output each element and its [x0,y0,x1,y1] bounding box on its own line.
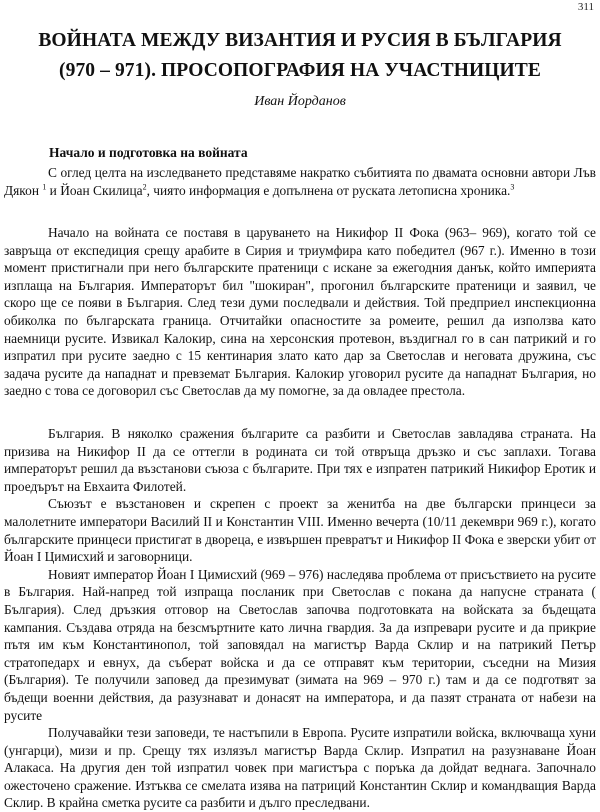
footnote-ref-2[interactable]: 2 [142,182,147,192]
intro-block [4,164,596,199]
paragraph-new-emperor: Новият император Йоан I Цимисхий (969 – 976) наследява проблема от присъствието на русите в България. Най-напред той изпраща посланик при Светослав с покана да напусне страната ( България). След дръзкия отговор на Светослав започва подготовката на войската за бъдещата кампания. Създава отряда на безсмъртните като лична гвардия. За да изпревари русите и да прикрие пътя им към Константинопол, той заповядал на магистър Варда Склир и на патрикий Петър стратопедарх и евнух, да съберат войска и да се отправят към територии, съседни на Мизия (България). Те получили заповед да презимуват (зимата на 969 – 970 г.) там и да се подготвят за бъдещи военни действия, да разузнават и донасят на императора, и да пазят страната от набези на русите [4,566,596,723]
paragraph-war-start: Начало на войната се поставя в царуването на Никифор II Фока (963– 969), когато той се завръща от експедиция срещу арабите в Сирия и триумфира като победител (967 г.). Именно в този момент пристигнали при него българските пратеници с искане за ежегодния данък, който империята изплаща на България. Императорът бил "шокиран", прогонил българските пратеници и заявил, че скоро ще се появи в България. След тези думи последвали и действия. Той предприел инспекционна обиколка по българската граница. Отчитайки опасностите за ромеите, решил да използва като наемници русите. Извикал Калокир, сина на херсонския протевон, въздигнал го в сан патрикий и го изпратил при русите заедно с 15 кентинария злато като дар за Светослав и неговата дружина, със задача русите да нападнат и превземат България. Калокир уговорил русите да нападнат България, но заедно с това се договорил със Светослав да му помогне, за да овладее престола. [4,225,596,399]
author-name: Иван Йорданов [254,94,346,109]
main-block-1 [4,224,596,400]
footnote-ref-1[interactable]: 1 [42,182,47,192]
title-line-2: (970 – 971). ПРОСОПОГРАФИЯ НА УЧАСТНИЦИТЕ [59,60,541,81]
page-number: 311 [577,1,594,13]
section-heading: Начало и подготовка на войната [49,145,248,160]
paragraph-text: , чиято информация е допълнена от руската летописна хроника. [146,182,511,198]
article-title [0,26,600,86]
paragraph-text: С оглед целта на изследването представяме накратко събитията по двамата основни автори Лъв Дякон [4,165,596,198]
paragraph-text: и Йоан Скилица [46,182,143,198]
paragraph-battle: Получавайки тези заповеди, те настъпили в Европа. Русите изпратили войска, включваща хуни (унгарци), мизи и пр. Срещу тях излязъл магистър Варда Склир. Изпратил на разузнаване Йоан Алакаса. На другия ден той изпратил човек при магистъра с поръка да дойдат веднага. Започнало ожесточено сражение. Изтъква се смелата изява на патриций Константин Склир и командващия Варда Склир. В крайна сметка русите са разбити и дълго преследвани. [4,725,596,811]
paragraph-intro [4,164,596,199]
footnote-ref-3[interactable]: 3 [510,182,515,192]
paragraph-alliance: Съюзът е възстановен и скрепен с проект за женитба на две български принцеси за малолетните императори Василий II и Константин VIII. Именно вечерта (10/11 декември 969 г.), когато българските принцеси пристигат в двореца, е извършен превратът и Никифор II Фока е зверски убит от Йоан I Цимисхий и заговорници. [4,496,596,565]
main-block-2 [4,425,596,812]
title-line-1: ВОЙНАТА МЕЖДУ ВИЗАНТИЯ И РУСИЯ В БЪЛГАРИЯ [38,30,562,51]
paragraph-bulgaria-conquest: България. В няколко сражения българите са разбити и Светослав завладява страната. На призива на Никифор II да се оттегли в родината си той отвръща дръзко и със заплахи. Тогава императорът решил да възстанови съюза с българите. При тях е изпратен патрикий Никифор Еротик и проедърът на Евхаита Филотей. [4,426,596,494]
